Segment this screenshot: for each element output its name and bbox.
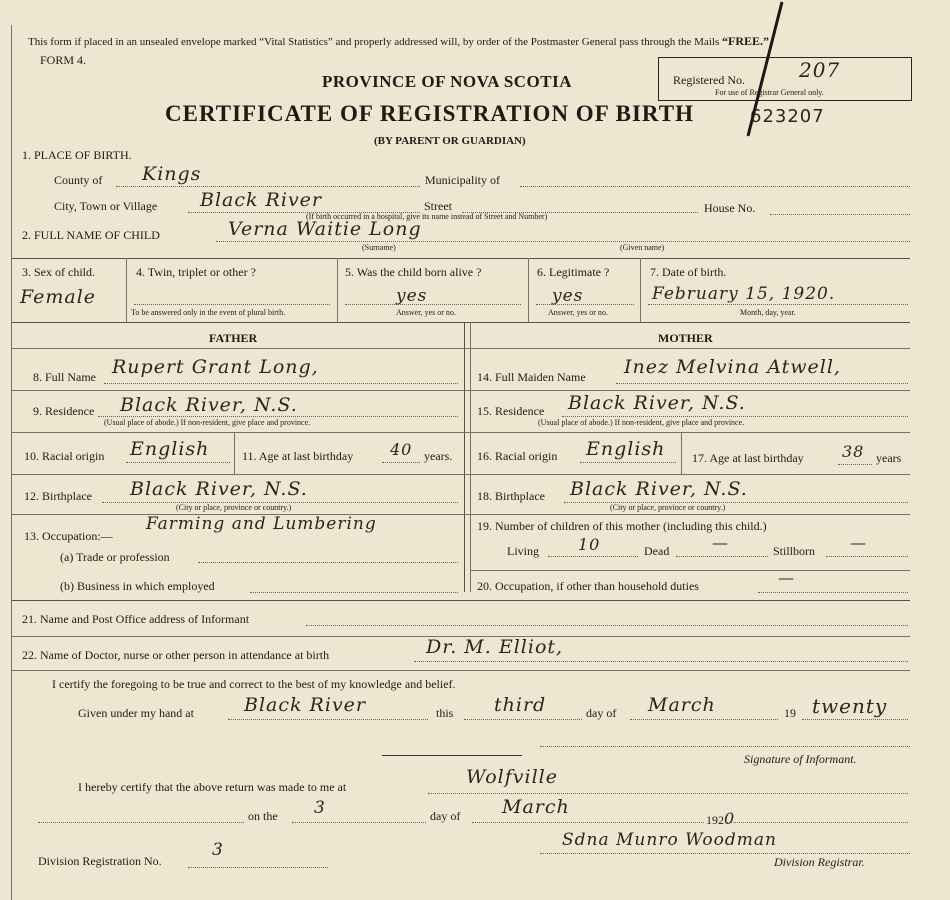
stillborn-label: Stillborn [773,544,816,558]
page-title: CERTIFICATE OF REGISTRATION OF BIRTH [165,101,694,126]
twin-label: 4. Twin, triplet or other ? [136,265,256,279]
house-label: House No. [704,201,756,215]
on-the-label: on the [248,809,278,823]
registered-note: For use of Registrar General only. [715,88,824,97]
place-heading: 1. PLACE OF BIRTH. [22,148,132,162]
mail-notice: This form if placed in an unsealed envelope marked “Vital Statistics” and properly addressed will, by order of the Postmaster General pass through the Mails “FREE.” [28,34,769,48]
father-bp-label: 12. Birthplace [24,489,92,503]
father-race: English [130,438,210,460]
living-label: Living [507,544,539,558]
dead-label: Dead [644,544,670,558]
alive-note: Answer, yes or no. [396,308,456,317]
father-res-label: 9. Residence [33,404,95,418]
father-heading: FATHER [209,331,258,345]
registrar-place: Wolfville [466,766,558,788]
division-label: Division Registration No. [38,854,162,868]
day-of-label: day of [586,706,617,720]
mother-occ-label: 20. Occupation, if other than household duties [477,579,699,593]
registrar-year: 1920 [706,809,735,828]
mother-race-label: 16. Racial origin [477,449,558,463]
mother-name: Inez Melvina Atwell, [624,356,841,378]
given-place: Black River [244,694,367,716]
mother-bp-note: (City or place, province or country.) [610,503,726,512]
legitimate-note: Answer, yes or no. [548,308,608,317]
mother-children-label: 19. Number of children of this mother (including this child.) [477,519,767,533]
child-label: 2. FULL NAME OF CHILD [22,228,160,242]
father-years: years. [424,449,453,463]
stillborn-value: — [850,533,867,552]
this-label: this [436,706,454,720]
given-month: March [648,694,716,716]
given-year: twenty [812,694,888,718]
registrar-signature: Sdna Munro Woodman [562,830,777,850]
father-age-label: 11. Age at last birthday [242,449,354,463]
municipality-label: Municipality of [425,173,500,187]
dob-value: February 15, 1920. [652,284,836,304]
mother-birthplace: Black River, N.S. [570,478,748,500]
dob-label: 7. Date of birth. [650,265,727,279]
county-label: County of [54,173,103,187]
division-registrar-title: Division Registrar. [774,855,865,869]
surname-note: (Surname) [362,243,396,252]
father-race-label: 10. Racial origin [24,449,105,463]
division-number: 3 [212,840,224,860]
legitimate-value: yes [552,286,584,306]
twin-note: To be answered only in the event of plural birth. [131,308,286,317]
child-name: Verna Waitie Long [228,218,422,240]
registrar-day-of-label: day of [430,809,461,823]
registered-value: 207 [799,58,841,82]
mother-occupation: — [778,568,795,587]
province-heading: PROVINCE OF NOVA SCOTIA [322,72,573,91]
father-occ-label: 13. Occupation:— [24,529,113,543]
signature-informant-label: Signature of Informant. [744,752,857,766]
legitimate-label: 6. Legitimate ? [537,265,610,279]
mother-res-label: 15. Residence [477,404,545,418]
street-label: Street [424,199,452,213]
father-residence: Black River, N.S. [120,394,298,416]
mother-years: years [876,451,902,465]
father-name-label: 8. Full Name [33,370,96,384]
living-value: 10 [578,535,601,554]
sex-label: 3. Sex of child. [22,265,95,279]
given-day: third [494,694,547,716]
registrar-month: March [502,796,570,818]
father-trade-label: (a) Trade or profession [60,550,170,564]
registered-label: Registered No. [673,73,745,87]
father-abode-note: (Usual place of abode.) If non-resident, give place and province. [104,418,311,427]
father-bp-note: (City or place, province or country.) [176,503,292,512]
informant-label: 21. Name and Post Office address of Informant [22,612,250,626]
given-label: Given under my hand at [78,706,194,720]
city-value: Black River [200,189,323,211]
alive-value: yes [396,286,428,306]
city-label: City, Town or Village [54,199,158,213]
father-birthplace: Black River, N.S. [130,478,308,500]
pen-stroke [730,0,790,140]
doctor-name: Dr. M. Elliot, [426,636,564,658]
hospital-note: (If birth occurred in a hospital, give its name instead of Street and Number) [306,212,548,221]
registration-stamp: 623207 [750,106,825,127]
mother-race: English [586,438,666,460]
mother-name-label: 14. Full Maiden Name [477,370,586,384]
mother-residence: Black River, N.S. [568,392,746,414]
left-border [11,25,12,900]
certify-text: I certify the foregoing to be true and correct to the best of my knowledge and belief. [52,677,456,691]
mother-age: 38 [842,442,865,461]
doctor-label: 22. Name of Doctor, nurse or other person in attendance at birth [22,648,330,662]
alive-label: 5. Was the child born alive ? [345,265,482,279]
registrar-text: I hereby certify that the above return was made to me at [78,780,347,794]
year-prefix: 19 [784,706,796,720]
father-business-label: (b) Business in which employed [60,579,215,593]
mother-heading: MOTHER [658,331,713,345]
given-note: (Given name) [620,243,665,252]
dob-note: Month, day, year. [740,308,796,317]
registrar-day: 3 [314,798,326,818]
father-occupation: Farming and Lumbering [146,514,377,534]
father-age: 40 [390,440,413,459]
father-name: Rupert Grant Long, [112,356,319,378]
dead-value: — [712,533,729,552]
page-subtitle: (BY PARENT OR GUARDIAN) [374,135,526,147]
sex-value: Female [20,286,97,308]
form-number: FORM 4. [40,53,87,67]
county-value: Kings [142,163,202,185]
mother-bp-label: 18. Birthplace [477,489,545,503]
mother-abode-note: (Usual place of abode.) If non-resident, give place and province. [538,418,745,427]
mother-age-label: 17. Age at last birthday [692,451,804,465]
